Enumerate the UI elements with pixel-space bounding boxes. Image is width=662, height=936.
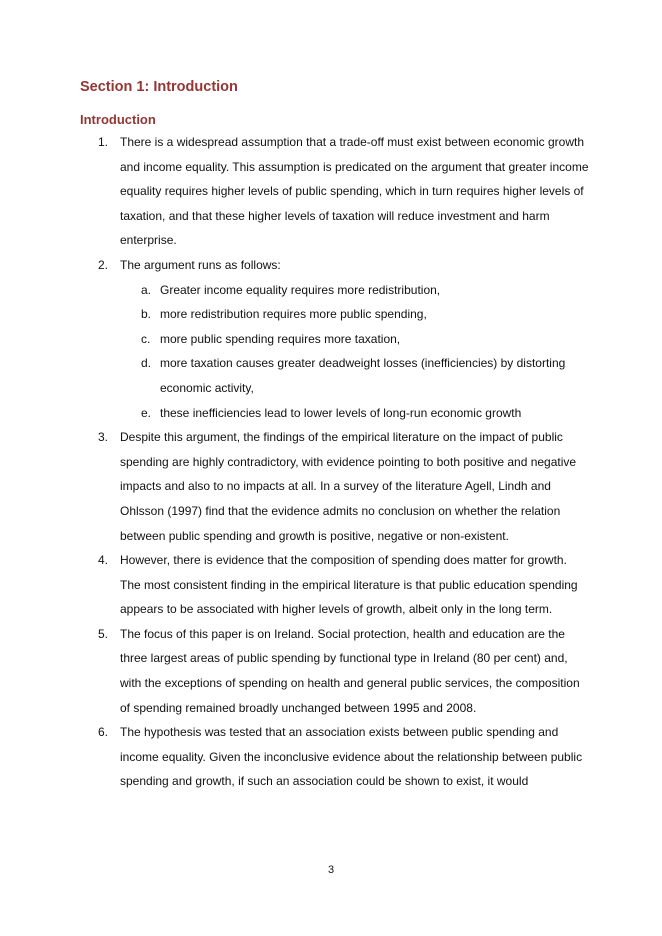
step-text: more public spending requires more taxation, xyxy=(160,331,401,346)
numbered-paragraph xyxy=(80,548,590,622)
argument-step xyxy=(80,327,590,352)
body-text xyxy=(80,130,590,794)
numbered-paragraph xyxy=(80,130,590,253)
argument-step xyxy=(80,401,590,426)
step-letter: e. xyxy=(141,405,152,420)
paragraph-text: Despite this argument, the findings of the empirical literature on the impact of public spending are highly contradictory, with evidence pointing to both positive and negative impacts and also to no impacts at all. In a survey of the literature Agell, Lindh and Ohlsson (1997) find that the evidence admits no conclusion on whether the relation between public spending and growth is positive, negative or non-existent. xyxy=(120,430,577,543)
paragraph-number: 4. xyxy=(98,553,109,568)
subheading: Introduction xyxy=(80,112,156,127)
argument-step xyxy=(80,351,590,400)
step-letter: c. xyxy=(141,331,151,346)
paragraph-number: 3. xyxy=(98,430,109,445)
paragraph-number: 6. xyxy=(98,725,109,740)
paragraph-text: There is a widespread assumption that a trade-off must exist between economic growth and income equality. This assumption is predicated on the argument that greater income equality requires higher levels of public spending, which in turn requires higher levels of taxation, and that these higher levels of taxation will reduce investment and harm enterprise. xyxy=(120,135,589,248)
step-letter: d. xyxy=(141,356,152,371)
section-heading: Section 1: Introduction xyxy=(80,79,238,95)
step-text: Greater income equality requires more redistribution, xyxy=(160,282,441,297)
numbered-paragraph xyxy=(80,622,590,720)
argument-step xyxy=(80,302,590,327)
paragraph-text: The hypothesis was tested that an association exists between public spending and income equality. Given the inconclusive evidence about the relationship between public spending and growth, if such an association could be shown to exist, it would xyxy=(120,725,583,789)
step-letter: a. xyxy=(141,282,152,297)
paragraph-text: The focus of this paper is on Ireland. Social protection, health and education are the three largest areas of public spending by functional type in Ireland (80 per cent) and, with the exceptions of spending on health and general public services, the composition of spending remained broadly unchanged between 1995 and 2008. xyxy=(120,626,580,715)
argument-step xyxy=(80,278,590,303)
paragraph-number: 1. xyxy=(98,135,109,149)
paragraph-text: The argument runs as follows: xyxy=(120,257,281,272)
page-number: 3 xyxy=(327,864,335,876)
paragraph-text: However, there is evidence that the composition of spending does matter for growth. The most consistent finding in the empirical literature is that public education spending appears to be associated with higher levels of growth, albeit only in the long term. xyxy=(120,553,578,617)
step-text: these inefficiencies lead to lower levels of long-run economic growth xyxy=(160,405,522,420)
step-letter: b. xyxy=(141,307,152,322)
step-text: more taxation causes greater deadweight losses (inefficiencies) by distorting economic activity, xyxy=(160,356,566,395)
numbered-paragraph xyxy=(80,425,590,548)
paragraph-number: 2. xyxy=(98,257,109,272)
numbered-paragraph xyxy=(80,253,590,278)
step-text: more redistribution requires more public spending, xyxy=(160,307,427,322)
paragraph-number: 5. xyxy=(98,626,109,641)
numbered-paragraph xyxy=(80,720,590,794)
